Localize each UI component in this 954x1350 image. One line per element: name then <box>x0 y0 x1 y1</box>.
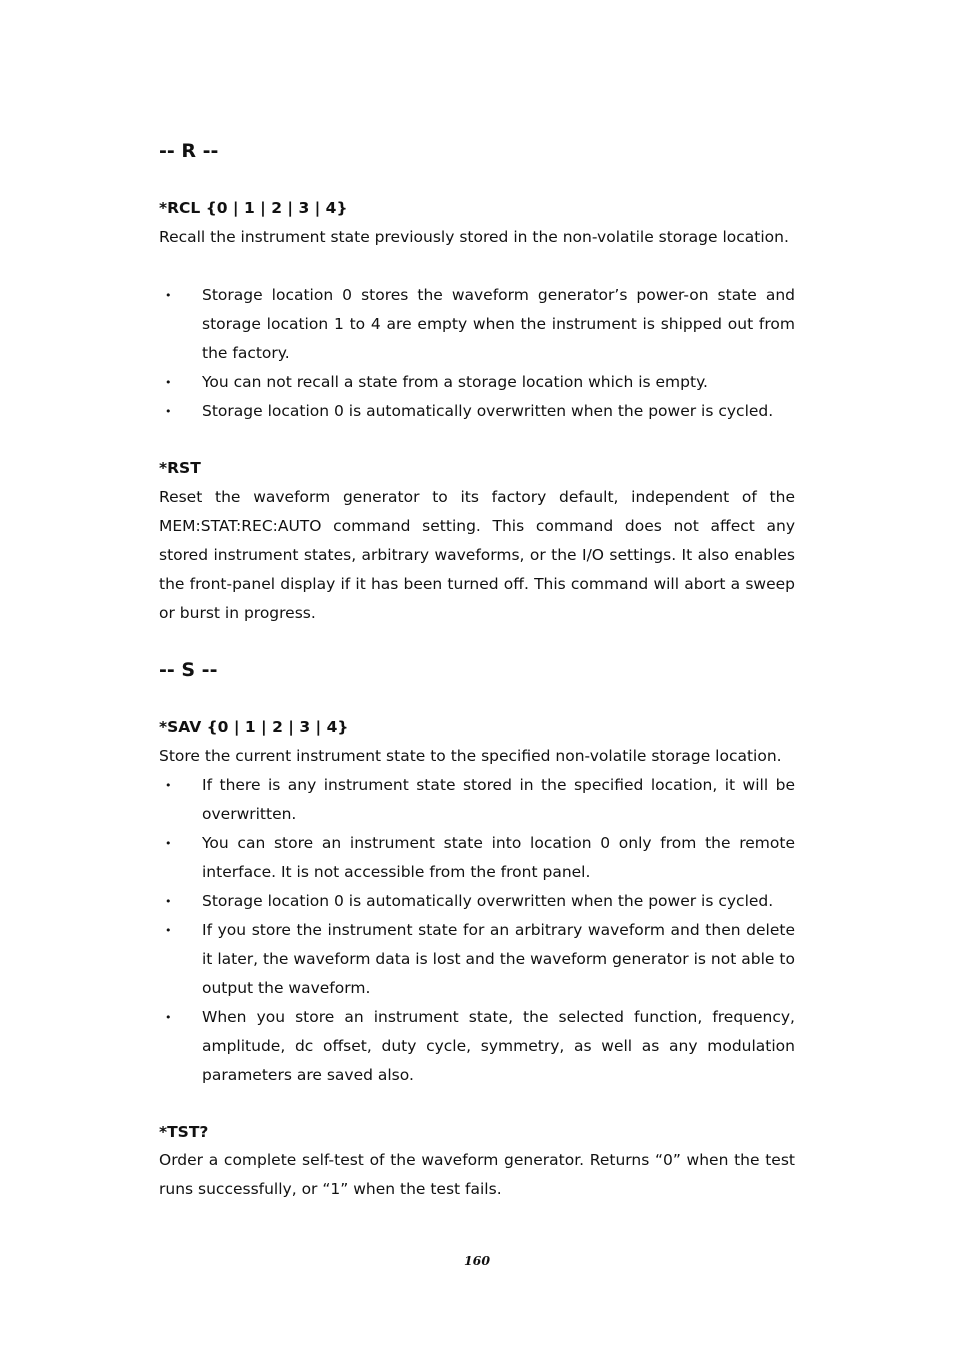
bullet-list-rcl <box>159 281 795 426</box>
bullet-list-sav <box>159 771 795 1090</box>
list-item-text: If there is any instrument state stored in the specified location, it will be overwritten. <box>202 776 795 823</box>
command-heading-sav: *SAV {0 | 1 | 2 | 3 | 4} <box>159 718 349 736</box>
list-item <box>159 1003 795 1090</box>
list-item <box>159 281 795 368</box>
command-heading-rst: *RST <box>159 459 201 477</box>
section-title-s: -- S -- <box>159 659 218 681</box>
list-item-text: Storage location 0 is automatically overwritten when the power is cycled. <box>202 402 774 420</box>
list-item <box>159 397 795 426</box>
list-item-text: Storage location 0 is automatically overwritten when the power is cycled. <box>202 892 774 910</box>
bullet-icon: • <box>165 779 172 792</box>
list-item <box>159 916 795 1003</box>
list-item <box>159 368 795 397</box>
list-item-text: Storage location 0 stores the waveform generator’s power-on state and storage location 1 to 4 are empty when the instrument is shipped out from the factory. <box>202 286 795 362</box>
command-heading-rcl: *RCL {0 | 1 | 2 | 3 | 4} <box>159 199 348 217</box>
bullet-icon: • <box>165 289 172 302</box>
section-title-r: -- R -- <box>159 140 219 162</box>
list-item-text: If you store the instrument state for an arbitrary waveform and then delete it later, the waveform data is lost and the waveform generator is not able to output the waveform. <box>202 921 795 997</box>
list-item-text: When you store an instrument state, the selected function, frequency, amplitude, dc offset, duty cycle, symmetry, as well as any modulation parameters are saved also. <box>202 1008 795 1084</box>
command-description-rcl: Recall the instrument state previously stored in the non-volatile storage location. <box>159 228 789 246</box>
bullet-icon: • <box>165 924 172 937</box>
list-item-text: You can not recall a state from a storage location which is empty. <box>202 373 708 391</box>
command-description-sav: Store the current instrument state to the specified non-volatile storage location. <box>159 747 782 765</box>
command-description-rst: Reset the waveform generator to its factory default, independent of the MEM:STAT:REC:AUTO command setting. This command does not affect any stored instrument states, arbitrary waveforms, or the I/O settings. It also enables the front-panel display if it has been turned off. This command will abort a sweep or burst in progress. <box>159 488 795 622</box>
list-item <box>159 887 795 916</box>
bullet-icon: • <box>165 376 172 389</box>
bullet-icon: • <box>165 1011 172 1024</box>
bullet-icon: • <box>165 895 172 908</box>
list-item <box>159 771 795 829</box>
list-item-text: You can store an instrument state into location 0 only from the remote interface. It is not accessible from the front panel. <box>202 834 795 881</box>
list-item <box>159 829 795 887</box>
page-number: 160 <box>463 1253 491 1268</box>
bullet-icon: • <box>165 405 172 418</box>
bullet-icon: • <box>165 837 172 850</box>
command-heading-tst: *TST? <box>159 1123 209 1141</box>
command-description-tst: Order a complete self-test of the waveform generator. Returns “0” when the test runs successfully, or “1” when the test fails. <box>159 1151 795 1198</box>
